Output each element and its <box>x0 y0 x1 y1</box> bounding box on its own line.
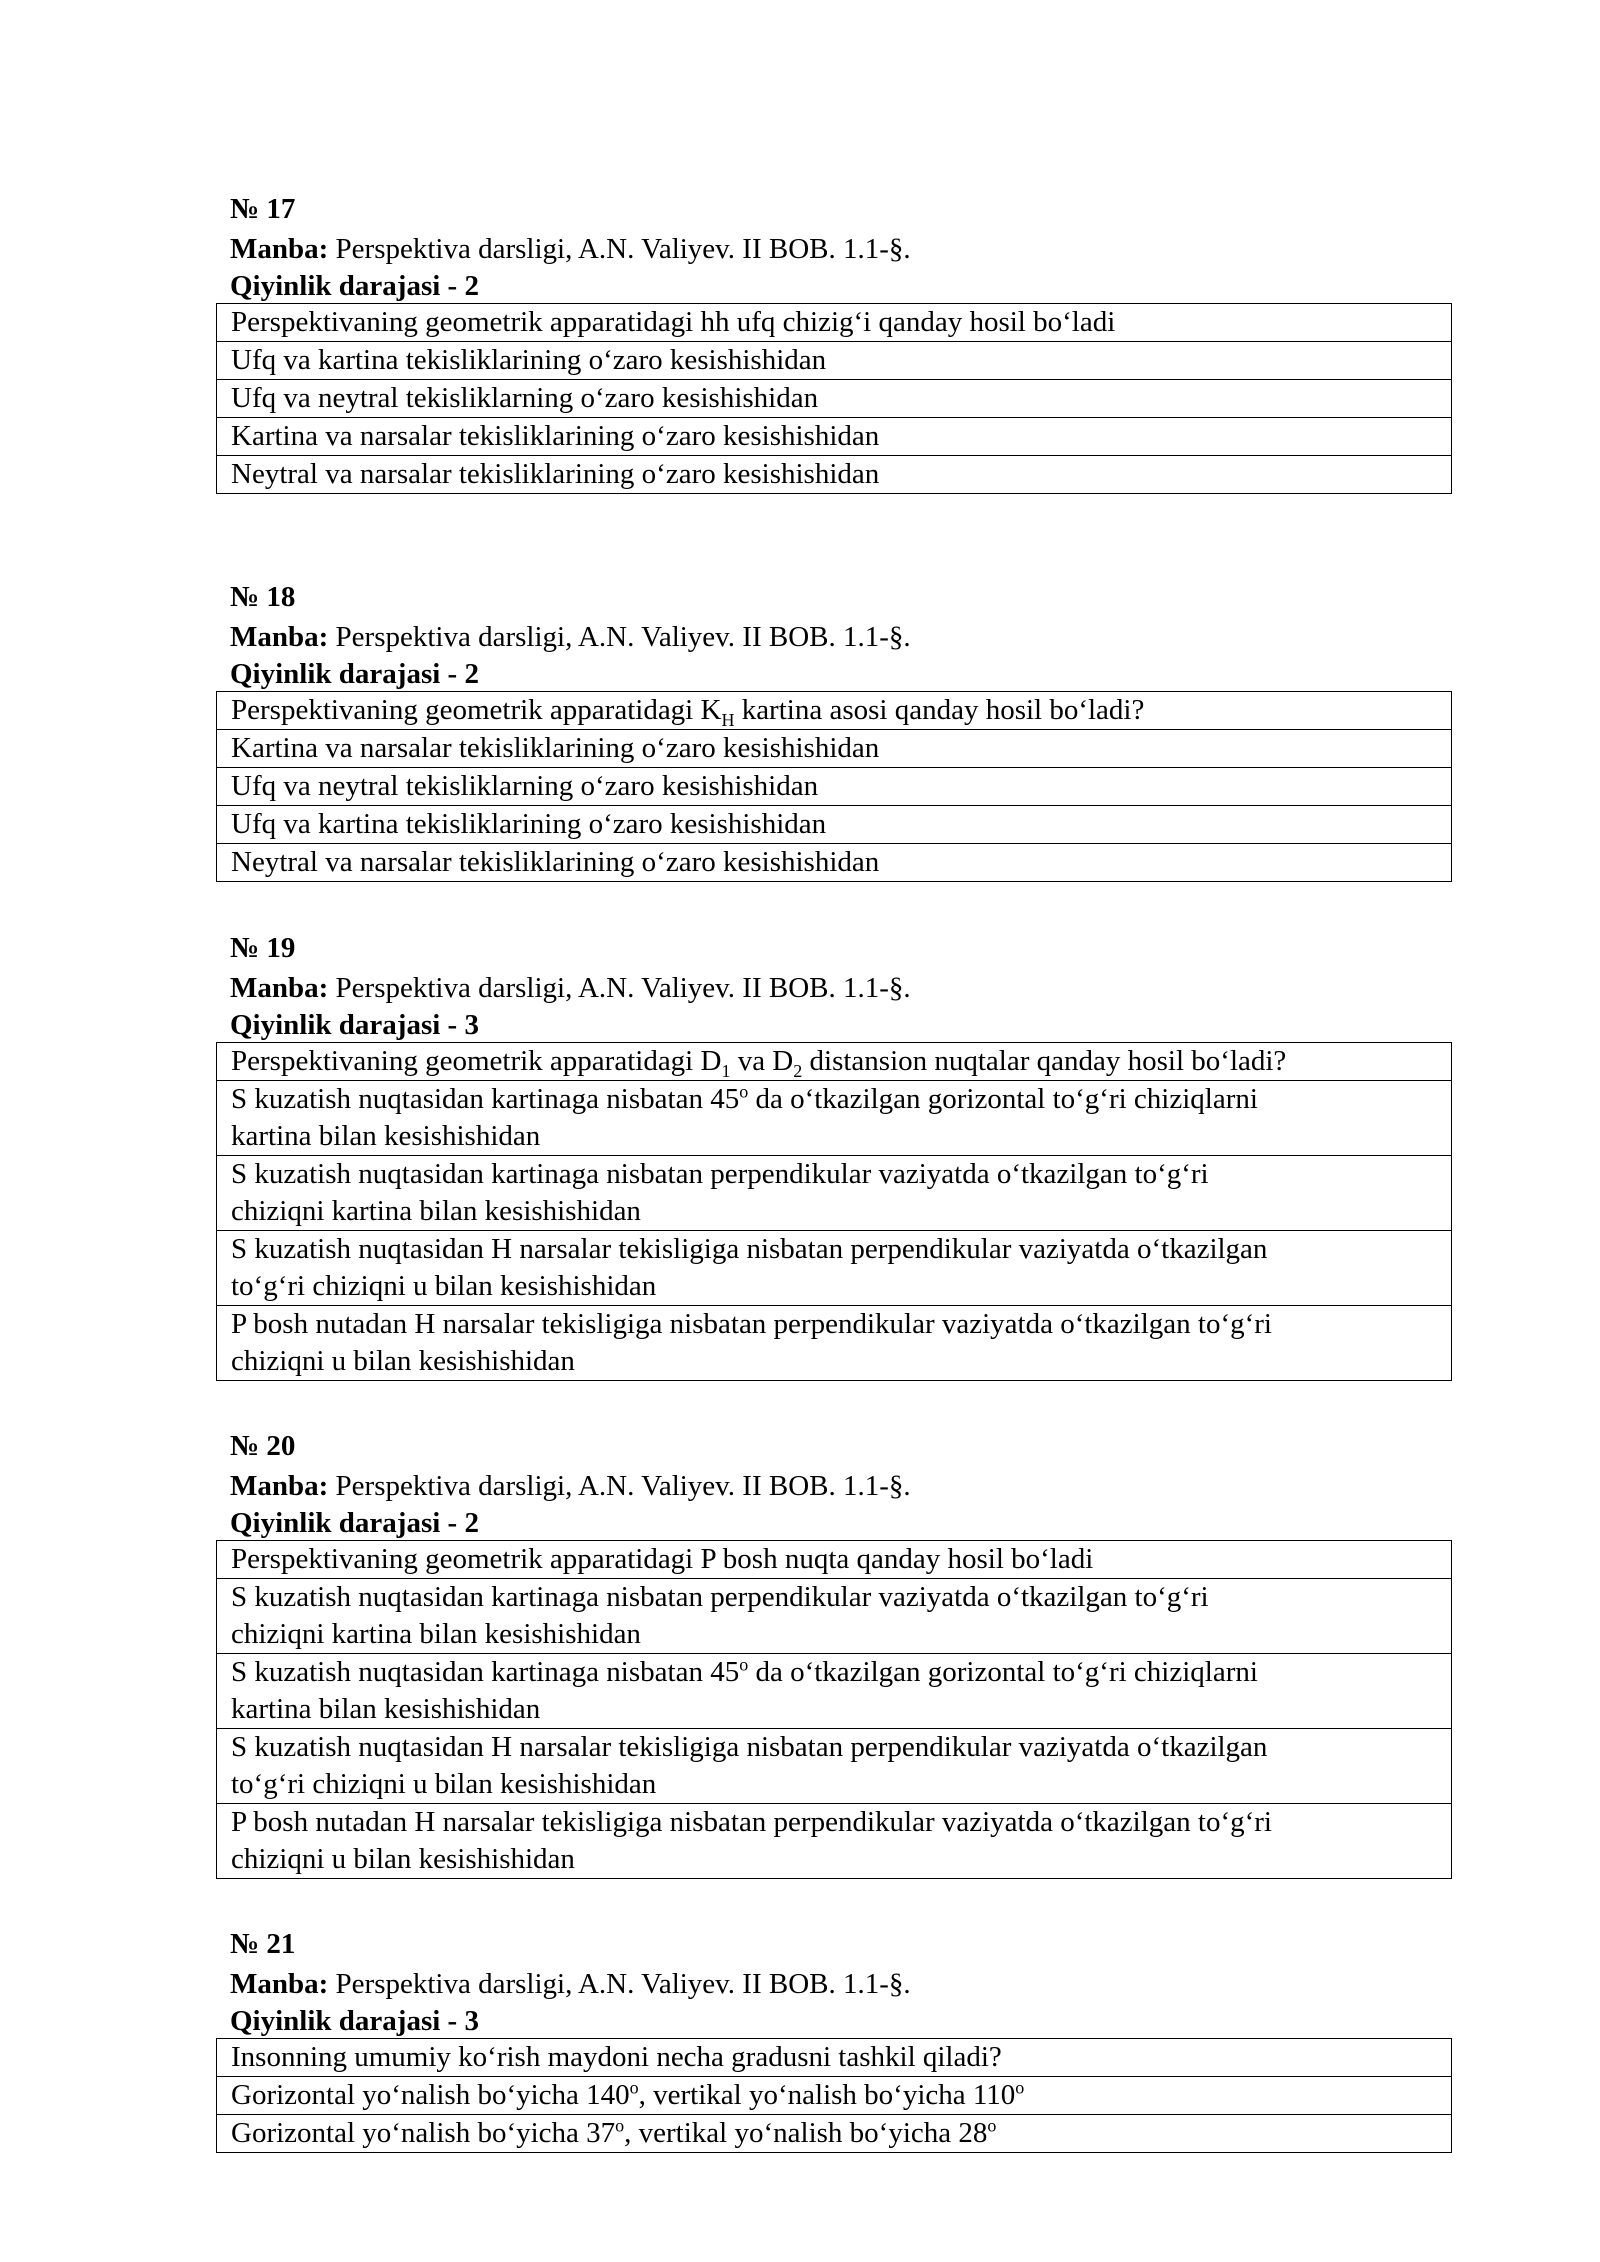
question-number: № 17 <box>230 193 296 225</box>
question-text: Perspektivaning geometrik apparatidagi $D_1$ va $D_2$ distansion nuqtalar qanday hosil bo‘ladi? <box>217 1043 1452 1081</box>
source-line <box>230 229 1452 269</box>
answer-row <box>217 1729 1452 1804</box>
answer-option: Neytral va narsalar tekisliklarining o‘zaro kesishishidan <box>217 456 1452 494</box>
question-table <box>216 1540 1452 1879</box>
difficulty-level: Qiyinlik darajasi - 3 <box>230 1009 479 1041</box>
question-table <box>216 1042 1452 1381</box>
source-label: Manba: <box>230 1470 329 1502</box>
answer-row <box>217 730 1452 768</box>
question-number: № 19 <box>230 932 296 964</box>
source-label: Manba: <box>230 621 329 653</box>
source-text: Perspektiva darsligi, A.N. Valiyev. II BOB. 1.1-§. <box>335 1470 911 1502</box>
answer-row <box>217 1231 1452 1306</box>
question-19 <box>230 928 1452 1381</box>
source-line <box>230 1466 1452 1506</box>
answer-option: P bosh nutadan H narsalar tekisligiga nisbatan perpendikular vaziyatda o‘tkazilgan to‘g‘ri chiziqni u bilan kesishishidan <box>217 1804 1452 1879</box>
answer-option: Gorizontal yo‘nalish bo‘yicha 140$^o$, vertikal yo‘nalish bo‘yicha 110$^o$ <box>217 2077 1452 2115</box>
question-text: Perspektivaning geometrik apparatidagi P bosh nuqta qanday hosil bo‘ladi <box>217 1541 1452 1579</box>
difficulty-level: Qiyinlik darajasi - 3 <box>230 2005 479 2037</box>
question-number: № 18 <box>230 581 296 613</box>
difficulty-level: Qiyinlik darajasi - 2 <box>230 1507 479 1539</box>
question-table <box>216 303 1452 494</box>
question-row <box>217 2039 1452 2077</box>
answer-row <box>217 1306 1452 1381</box>
answer-row <box>217 456 1452 494</box>
answer-option: Neytral va narsalar tekisliklarining o‘zaro kesishishidan <box>217 844 1452 882</box>
answer-row <box>217 1081 1452 1156</box>
answer-option: S kuzatish nuqtasidan H narsalar tekisligiga nisbatan perpendikular vaziyatda o‘tkazilgan to‘g‘ri chiziqni u bilan kesishishidan <box>217 1231 1452 1306</box>
answer-option: Ufq va neytral tekisliklarning o‘zaro kesishishidan <box>217 768 1452 806</box>
answer-row <box>217 2115 1452 2153</box>
source-text: Perspektiva darsligi, A.N. Valiyev. II BOB. 1.1-§. <box>335 233 911 265</box>
source-text: Perspektiva darsligi, A.N. Valiyev. II BOB. 1.1-§. <box>335 621 911 653</box>
answer-option: S kuzatish nuqtasidan H narsalar tekisligiga nisbatan perpendikular vaziyatda o‘tkazilgan to‘g‘ri chiziqni u bilan kesishishidan <box>217 1729 1452 1804</box>
answer-option: P bosh nutadan H narsalar tekisligiga nisbatan perpendikular vaziyatda o‘tkazilgan to‘g‘ri chiziqni u bilan kesishishidan <box>217 1306 1452 1381</box>
question-text: Perspektivaning geometrik apparatidagi $K_H$ kartina asosi qanday hosil bo‘ladi? <box>217 692 1452 730</box>
answer-row <box>217 768 1452 806</box>
source-label: Manba: <box>230 972 329 1004</box>
question-row <box>217 304 1452 342</box>
question-18 <box>230 577 1452 882</box>
answer-option: S kuzatish nuqtasidan kartinaga nisbatan 45$^o$ da o‘tkazilgan gorizontal to‘g‘ri chiziqlarni kartina bilan kesishishidan <box>217 1654 1452 1729</box>
question-17 <box>230 189 1452 494</box>
answer-option: Ufq va neytral tekisliklarning o‘zaro kesishishidan <box>217 380 1452 418</box>
source-label: Manba: <box>230 233 329 265</box>
answer-row <box>217 844 1452 882</box>
question-20 <box>230 1426 1452 1879</box>
answer-option: Kartina va narsalar tekisliklarining o‘zaro kesishishidan <box>217 418 1452 456</box>
question-row <box>217 1043 1452 1081</box>
answer-row <box>217 1579 1452 1654</box>
question-row <box>217 1541 1452 1579</box>
answer-option: Kartina va narsalar tekisliklarining o‘zaro kesishishidan <box>217 730 1452 768</box>
question-text: Insonning umumiy ko‘rish maydoni necha gradusni tashkil qiladi? <box>217 2039 1452 2077</box>
answer-option: Gorizontal yo‘nalish bo‘yicha 37$^o$, vertikal yo‘nalish bo‘yicha 28$^o$ <box>217 2115 1452 2153</box>
difficulty-level: Qiyinlik darajasi - 2 <box>230 270 479 302</box>
answer-row <box>217 1804 1452 1879</box>
answer-option: S kuzatish nuqtasidan kartinaga nisbatan 45$^o$ da o‘tkazilgan gorizontal to‘g‘ri chiziqlarni kartina bilan kesishishidan <box>217 1081 1452 1156</box>
answer-row <box>217 2077 1452 2115</box>
question-21 <box>230 1924 1452 2153</box>
question-number: № 21 <box>230 1928 296 1960</box>
answer-option: Ufq va kartina tekisliklarining o‘zaro kesishishidan <box>217 806 1452 844</box>
answer-row <box>217 342 1452 380</box>
question-table <box>216 691 1452 882</box>
answer-option: S kuzatish nuqtasidan kartinaga nisbatan perpendikular vaziyatda o‘tkazilgan to‘g‘ri chiziqni kartina bilan kesishishidan <box>217 1579 1452 1654</box>
source-line <box>230 968 1452 1008</box>
answer-row <box>217 418 1452 456</box>
answer-option: S kuzatish nuqtasidan kartinaga nisbatan perpendikular vaziyatda o‘tkazilgan to‘g‘ri chiziqni kartina bilan kesishishidan <box>217 1156 1452 1231</box>
source-text: Perspektiva darsligi, A.N. Valiyev. II BOB. 1.1-§. <box>335 972 911 1004</box>
answer-row <box>217 1654 1452 1729</box>
source-line <box>230 617 1452 657</box>
answer-row <box>217 806 1452 844</box>
source-label: Manba: <box>230 1968 329 2000</box>
question-row <box>217 692 1452 730</box>
answer-option: Ufq va kartina tekisliklarining o‘zaro kesishishidan <box>217 342 1452 380</box>
answer-row <box>217 1156 1452 1231</box>
question-number: № 20 <box>230 1430 296 1462</box>
question-table <box>216 2038 1452 2153</box>
source-text: Perspektiva darsligi, A.N. Valiyev. II BOB. 1.1-§. <box>335 1968 911 2000</box>
difficulty-level: Qiyinlik darajasi - 2 <box>230 658 479 690</box>
answer-row <box>217 380 1452 418</box>
source-line <box>230 1964 1452 2004</box>
question-text: Perspektivaning geometrik apparatidagi hh ufq chizig‘i qanday hosil bo‘ladi <box>217 304 1452 342</box>
